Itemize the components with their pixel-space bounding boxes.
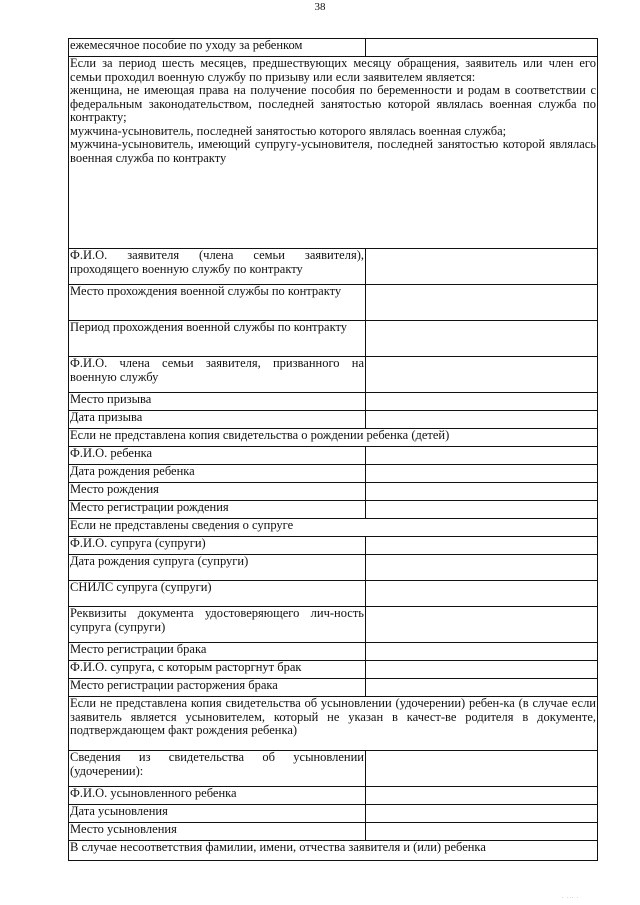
- field-value-cell[interactable]: [366, 805, 598, 823]
- form-row: [69, 321, 598, 357]
- section-text: женщина, не имеющая права на получение пособия по беременности и родам в соответствии с федеральным законодательством, последней занятостью которой являлась военная служба по контракту;: [70, 83, 596, 124]
- section-text: мужчина-усыновитель, последней занятостью которого являлась военная служба;: [70, 123, 507, 138]
- form-row: [69, 661, 598, 679]
- field-value-cell[interactable]: [366, 555, 598, 581]
- section-header-row: [69, 841, 598, 861]
- field-value-cell[interactable]: [366, 321, 598, 357]
- field-label: Место рождения: [69, 483, 366, 501]
- form-row: [69, 483, 598, 501]
- field-value-cell[interactable]: [366, 39, 598, 57]
- field-value-cell[interactable]: [366, 501, 598, 519]
- form-row: [69, 447, 598, 465]
- form-row: [69, 679, 598, 697]
- field-value-cell[interactable]: [366, 607, 598, 643]
- field-label: Дата призыва: [69, 411, 366, 429]
- section-header-row: [69, 57, 598, 249]
- field-label: Место призыва: [69, 393, 366, 411]
- field-value-cell[interactable]: [366, 447, 598, 465]
- field-label: Место регистрации брака: [69, 643, 366, 661]
- section-header-cell: [69, 429, 598, 447]
- scan-artifact: . ... .: [562, 894, 580, 900]
- field-value-cell[interactable]: [366, 679, 598, 697]
- field-label: Место регистрации расторжения брака: [69, 679, 366, 697]
- field-value-cell[interactable]: [366, 465, 598, 483]
- field-value-cell[interactable]: [366, 787, 598, 805]
- form-row: [69, 751, 598, 787]
- section-header-row: [69, 429, 598, 447]
- form-row: [69, 581, 598, 607]
- field-value-cell[interactable]: [366, 661, 598, 679]
- field-label: Ф.И.О. заявителя (члена семьи заявителя), проходящего военную службу по контракту: [69, 249, 366, 285]
- field-label: Дата рождения супруга (супруги): [69, 555, 366, 581]
- section-header-cell: [69, 519, 598, 537]
- field-value-cell[interactable]: [366, 643, 598, 661]
- field-value-cell[interactable]: [366, 751, 598, 787]
- field-value-cell[interactable]: [366, 483, 598, 501]
- application-form-table: [68, 38, 598, 861]
- field-value-cell[interactable]: [366, 393, 598, 411]
- section-header-row: [69, 519, 598, 537]
- section-text: Если не представлена копия свидетельства о рождении ребенка (детей): [70, 428, 450, 442]
- field-value-cell[interactable]: [366, 249, 598, 285]
- field-label: Место регистрации рождения: [69, 501, 366, 519]
- section-text: Если не представлены сведения о супруге: [70, 518, 294, 532]
- form-row: [69, 787, 598, 805]
- field-label: Место усыновления: [69, 823, 366, 841]
- field-label: Ф.И.О. супруга, с которым расторгнут брак: [69, 661, 366, 679]
- section-text: Если за период шесть месяцев, предшествующих месяцу обращения, заявитель или член его семьи проходил военную службу по призыву или если заявителем является:: [70, 56, 596, 84]
- form-row: [69, 285, 598, 321]
- field-value-cell[interactable]: [366, 285, 598, 321]
- form-row: [69, 411, 598, 429]
- field-label: ежемесячное пособие по уходу за ребенком: [69, 39, 366, 57]
- section-text: В случае несоответствия фамилии, имени, отчества заявителя и (или) ребенка: [70, 840, 486, 854]
- section-header-row: [69, 697, 598, 751]
- form-row: [69, 357, 598, 393]
- field-value-cell[interactable]: [366, 823, 598, 841]
- page-number: 38: [314, 1, 326, 13]
- form-row: [69, 607, 598, 643]
- section-text: Если не представлена копия свидетельства об усыновлении (удочерении) ребен-ка (в случае если заявитель является усыновителем, который не указан в качест-ве родителя в документе, подтверждающем факт рождения ребенка): [70, 696, 596, 737]
- form-row: [69, 643, 598, 661]
- form-row: [69, 805, 598, 823]
- form-row: [69, 39, 598, 57]
- field-value-cell[interactable]: [366, 537, 598, 555]
- field-label: Период прохождения военной службы по контракту: [69, 321, 366, 357]
- field-label: Сведения из свидетельства об усыновлении (удочерении):: [69, 751, 366, 787]
- form-row: [69, 465, 598, 483]
- form-row: [69, 823, 598, 841]
- field-label: СНИЛС супруга (супруги): [69, 581, 366, 607]
- field-value-cell[interactable]: [366, 357, 598, 393]
- field-label: Ф.И.О. члена семьи заявителя, призванного на военную службу: [69, 357, 366, 393]
- section-header-cell: [69, 57, 598, 249]
- section-text: мужчина-усыновитель, имеющий супругу-усыновителя, последней занятостью которой являлась военная служба по контракту: [70, 137, 596, 165]
- section-header-cell: [69, 697, 598, 751]
- field-label: Место прохождения военной службы по контракту: [69, 285, 366, 321]
- section-header-cell: [69, 841, 598, 861]
- form-row: [69, 501, 598, 519]
- field-value-cell[interactable]: [366, 411, 598, 429]
- field-label: Дата рождения ребенка: [69, 465, 366, 483]
- field-value-cell[interactable]: [366, 581, 598, 607]
- form-row: [69, 555, 598, 581]
- field-label: Ф.И.О. супруга (супруги): [69, 537, 366, 555]
- field-label: Дата усыновления: [69, 805, 366, 823]
- form-row: [69, 393, 598, 411]
- form-row: [69, 249, 598, 285]
- field-label: Ф.И.О. ребенка: [69, 447, 366, 465]
- form-row: [69, 537, 598, 555]
- field-label: Реквизиты документа удостоверяющего лич-ность супруга (супруги): [69, 607, 366, 643]
- form-table-body: [69, 39, 598, 861]
- field-label: Ф.И.О. усыновленного ребенка: [69, 787, 366, 805]
